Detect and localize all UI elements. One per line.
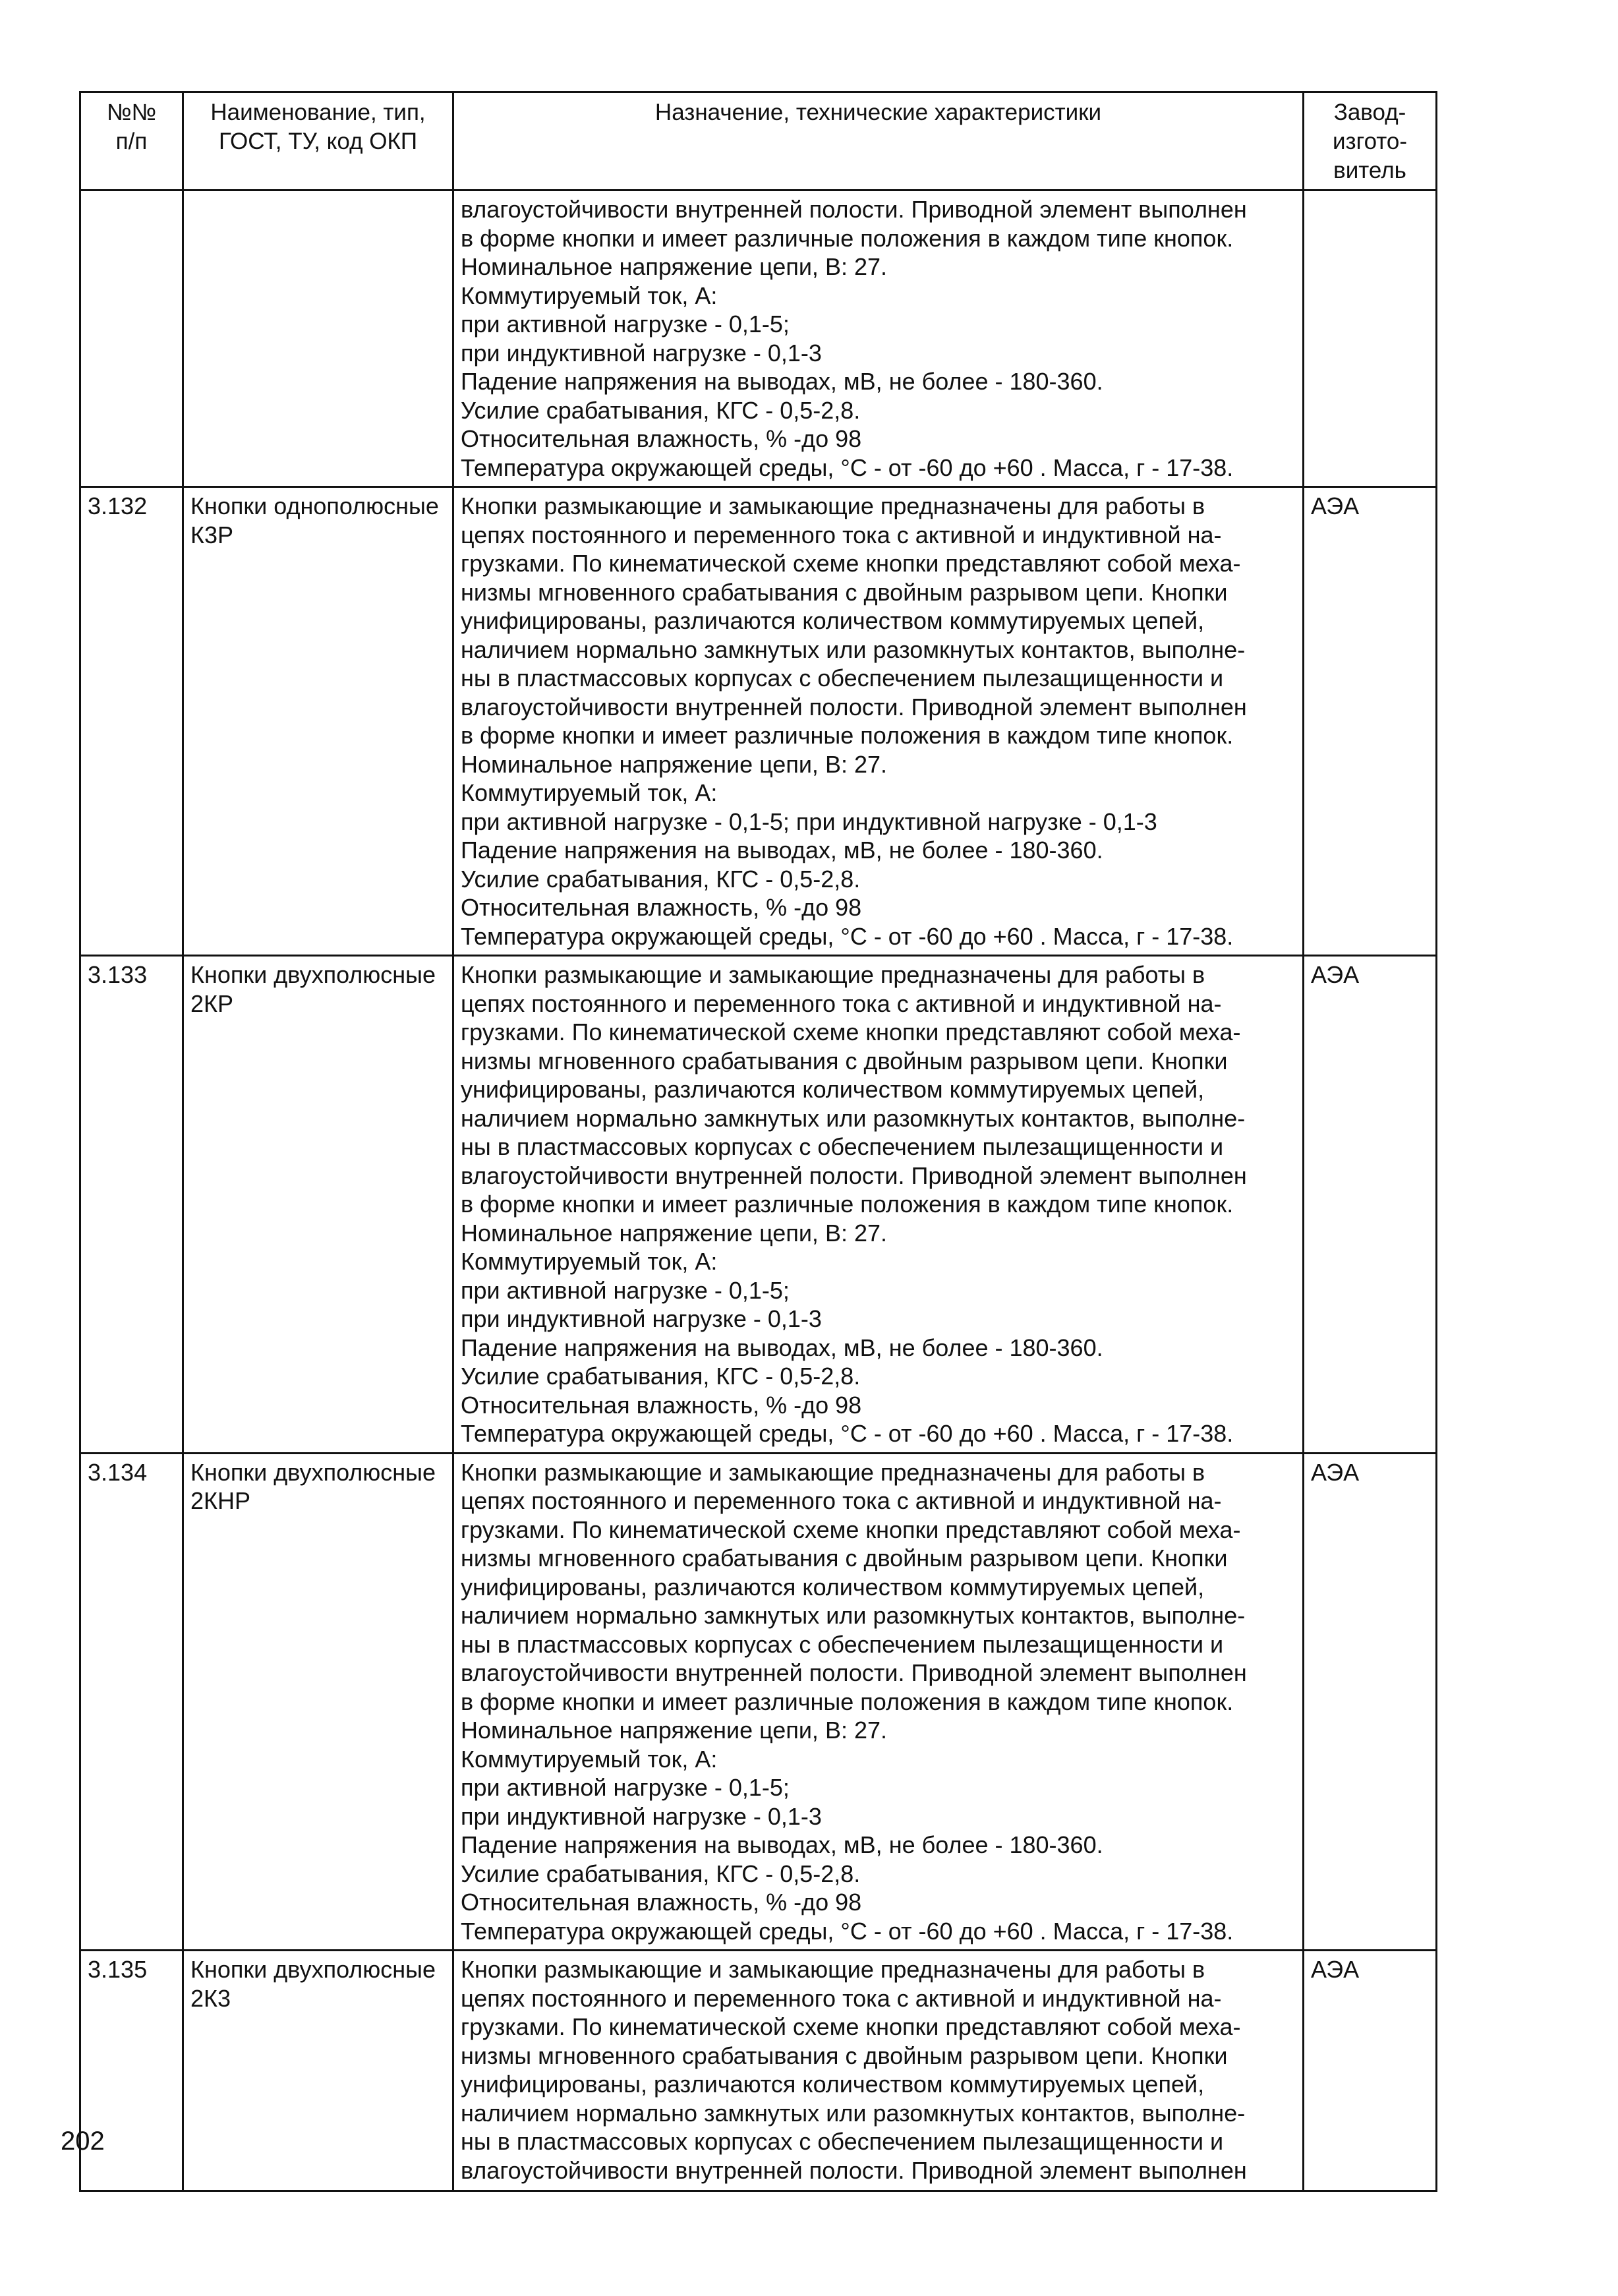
row-number: 3.135 (80, 1951, 183, 2191)
description-line: грузками. По кинематической схеме кнопки представляют собой меха- (461, 2013, 1241, 2040)
description-line: влагоустойчивости внутренней полости. Приводной элемент выполнен (461, 1162, 1247, 1189)
description-line: цепях постоянного и переменного тока с активной и индуктивной на- (461, 989, 1222, 1017)
header-name-line: ГОСТ, ТУ, код ОКП (218, 129, 417, 154)
description-line: цепях постоянного и переменного тока с активной и индуктивной на- (461, 1984, 1222, 2012)
description-line: при индуктивной нагрузке - 0,1-3 (461, 339, 822, 367)
description-line: Номинальное напряжение цепи, В: 27. (461, 1219, 887, 1247)
description-line: Относительная влажность, % -до 98 (461, 425, 862, 452)
description-line: Номинальное напряжение цепи, В: 27. (461, 1717, 887, 1744)
description-line: Коммутируемый ток, А: (461, 281, 718, 309)
description-line: влагоустойчивости внутренней полости. Приводной элемент выполнен (461, 196, 1247, 223)
item-name-line: 2КНР (190, 1487, 251, 1514)
header-num-line: №№ (106, 100, 157, 125)
description-line: Относительная влажность, % -до 98 (461, 894, 862, 921)
description-line: грузками. По кинематической схеме кнопки представляют собой меха- (461, 1018, 1241, 1045)
header-mfr-line: Завод- (1333, 100, 1406, 125)
description-line: наличием нормально замкнутых или разомкнутых контактов, выполне- (461, 1104, 1246, 1132)
description-line: Падение напряжения на выводах, мВ, не более - 180-360. (461, 837, 1103, 864)
header-desc (453, 92, 1304, 191)
description-line: Температура окружающей среды, °С - от -60 до +60 . Масса, г - 17-38. (461, 454, 1234, 481)
page-number: 202 (61, 2127, 105, 2156)
description-line: Кнопки размыкающие и замыкающие предназначены для работы в (461, 1458, 1205, 1486)
description-line: в форме кнопки и имеет различные положения в каждом типе кнопок. (461, 224, 1234, 252)
item-name (183, 956, 453, 1454)
header-mfr-line: изгото- (1332, 129, 1408, 154)
table-body (80, 191, 1437, 2191)
row-number: 3.133 (80, 956, 183, 1454)
description-line: Температура окружающей среды, °С - от -60 до +60 . Масса, г - 17-38. (461, 1917, 1234, 1945)
description-line: при активной нагрузке - 0,1-5; (461, 1276, 790, 1304)
description-line: цепях постоянного и переменного тока с активной и индуктивной на- (461, 1487, 1222, 1514)
header-num-line: п/п (115, 129, 148, 154)
description-line: ны в пластмассовых корпусах с обеспечением пылезащищенности и (461, 1133, 1224, 1160)
description-line: Кнопки размыкающие и замыкающие предназначены для работы в (461, 961, 1205, 988)
description-line: цепях постоянного и переменного тока с активной и индуктивной на- (461, 521, 1222, 548)
description-line: ны в пластмассовых корпусах с обеспечением пылезащищенности и (461, 664, 1224, 692)
item-name-line: К3Р (190, 521, 234, 548)
description-line: Усилие срабатывания, КГС - 0,5-2,8. (461, 1363, 861, 1390)
description-line: ны в пластмассовых корпусах с обеспечением пылезащищенности и (461, 2128, 1224, 2155)
description-line: грузками. По кинематической схеме кнопки представляют собой меха- (461, 1516, 1241, 1543)
table-header-row (80, 92, 1437, 191)
description-line: унифицированы, различаются количеством коммутируемых цепей, (461, 2071, 1205, 2098)
manufacturer: АЭА (1304, 956, 1437, 1454)
item-name-line: 2К3 (190, 1984, 231, 2012)
item-description (453, 1453, 1304, 1951)
description-line: влагоустойчивости внутренней полости. Приводной элемент выполнен (461, 2156, 1247, 2184)
item-name-line: Кнопки двухполюсные (190, 1458, 436, 1486)
description-line: унифицированы, различаются количеством коммутируемых цепей, (461, 1076, 1205, 1103)
description-line: при активной нагрузке - 0,1-5; (461, 1774, 790, 1801)
item-name-line: Кнопки однополюсные (190, 492, 439, 519)
description-line: влагоустойчивости внутренней полости. Приводной элемент выполнен (461, 1659, 1247, 1686)
header-name (183, 92, 453, 191)
manufacturer (1304, 191, 1437, 487)
description-line: Относительная влажность, % -до 98 (461, 1391, 862, 1419)
item-name-line: Кнопки двухполюсные (190, 1956, 436, 1983)
item-description (453, 191, 1304, 487)
spec-table (79, 91, 1437, 2192)
description-line: Относительная влажность, % -до 98 (461, 1889, 862, 1916)
description-line: влагоустойчивости внутренней полости. Приводной элемент выполнен (461, 693, 1247, 721)
description-line: Кнопки размыкающие и замыкающие предназначены для работы в (461, 492, 1205, 519)
header-name-line: Наименование, тип, (210, 100, 426, 125)
item-description (453, 487, 1304, 956)
description-line: низмы мгновенного срабатывания с двойным разрывом цепи. Кнопки (461, 1545, 1228, 1572)
description-line: низмы мгновенного срабатывания с двойным разрывом цепи. Кнопки (461, 2042, 1228, 2069)
description-line: Кнопки размыкающие и замыкающие предназначены для работы в (461, 1956, 1205, 1983)
description-line: при индуктивной нагрузке - 0,1-3 (461, 1802, 822, 1830)
description-line: в форме кнопки и имеет различные положения в каждом типе кнопок. (461, 1688, 1234, 1715)
description-line: Падение напряжения на выводах, мВ, не более - 180-360. (461, 1334, 1103, 1361)
header-num (80, 92, 183, 191)
header-desc-line: Назначение, технические характеристики (654, 100, 1102, 125)
description-line: Температура окружающей среды, °С - от -60 до +60 . Масса, г - 17-38. (461, 922, 1234, 950)
description-line: Падение напряжения на выводах, мВ, не более - 180-360. (461, 1831, 1103, 1858)
description-line: грузками. По кинематической схеме кнопки представляют собой меха- (461, 550, 1241, 577)
description-line: Коммутируемый ток, А: (461, 779, 718, 806)
table-row (80, 191, 1437, 487)
description-line: низмы мгновенного срабатывания с двойным разрывом цепи. Кнопки (461, 578, 1228, 606)
item-name (183, 191, 453, 487)
manufacturer: АЭА (1304, 1951, 1437, 2191)
description-line: ны в пластмассовых корпусах с обеспечением пылезащищенности и (461, 1630, 1224, 1658)
item-name-line: 2КР (190, 989, 234, 1017)
table-row (80, 487, 1437, 956)
description-line: наличием нормально замкнутых или разомкнутых контактов, выполне- (461, 635, 1246, 663)
row-number: 3.134 (80, 1453, 183, 1951)
row-number: 3.132 (80, 487, 183, 956)
item-name (183, 1453, 453, 1951)
description-line: Усилие срабатывания, КГС - 0,5-2,8. (461, 1860, 861, 1887)
description-line: унифицированы, различаются количеством коммутируемых цепей, (461, 607, 1205, 634)
table-row (80, 956, 1437, 1454)
item-name (183, 1951, 453, 2191)
table-row (80, 1951, 1437, 2191)
description-line: Усилие срабатывания, КГС - 0,5-2,8. (461, 865, 861, 893)
description-line: Падение напряжения на выводах, мВ, не более - 180-360. (461, 368, 1103, 395)
description-line: Номинальное напряжение цепи, В: 27. (461, 253, 887, 280)
header-mfr (1304, 92, 1437, 191)
item-description (453, 1951, 1304, 2191)
description-line: низмы мгновенного срабатывания с двойным разрывом цепи. Кнопки (461, 1047, 1228, 1074)
description-line: в форме кнопки и имеет различные положения в каждом типе кнопок. (461, 722, 1234, 749)
description-line: Температура окружающей среды, °С - от -60 до +60 . Масса, г - 17-38. (461, 1420, 1234, 1447)
description-line: в форме кнопки и имеет различные положения в каждом типе кнопок. (461, 1191, 1234, 1218)
item-name (183, 487, 453, 956)
header-mfr-line: витель (1333, 158, 1406, 183)
description-line: Номинальное напряжение цепи, В: 27. (461, 750, 887, 778)
description-line: при индуктивной нагрузке - 0,1-3 (461, 1305, 822, 1332)
description-line: Коммутируемый ток, А: (461, 1745, 718, 1773)
item-name-line: Кнопки двухполюсные (190, 961, 436, 988)
table-row (80, 1453, 1437, 1951)
description-line: наличием нормально замкнутых или разомкнутых контактов, выполне- (461, 1602, 1246, 1629)
row-number (80, 191, 183, 487)
manufacturer: АЭА (1304, 487, 1437, 956)
description-line: наличием нормально замкнутых или разомкнутых контактов, выполне- (461, 2099, 1246, 2127)
description-line: Коммутируемый ток, А: (461, 1248, 718, 1275)
item-description (453, 956, 1304, 1454)
description-line: Усилие срабатывания, КГС - 0,5-2,8. (461, 396, 861, 424)
description-line: унифицированы, различаются количеством коммутируемых цепей, (461, 1573, 1205, 1601)
manufacturer: АЭА (1304, 1453, 1437, 1951)
description-line: при активной нагрузке - 0,1-5; (461, 310, 790, 338)
description-line: при активной нагрузке - 0,1-5; при индуктивной нагрузке - 0,1-3 (461, 808, 1157, 835)
